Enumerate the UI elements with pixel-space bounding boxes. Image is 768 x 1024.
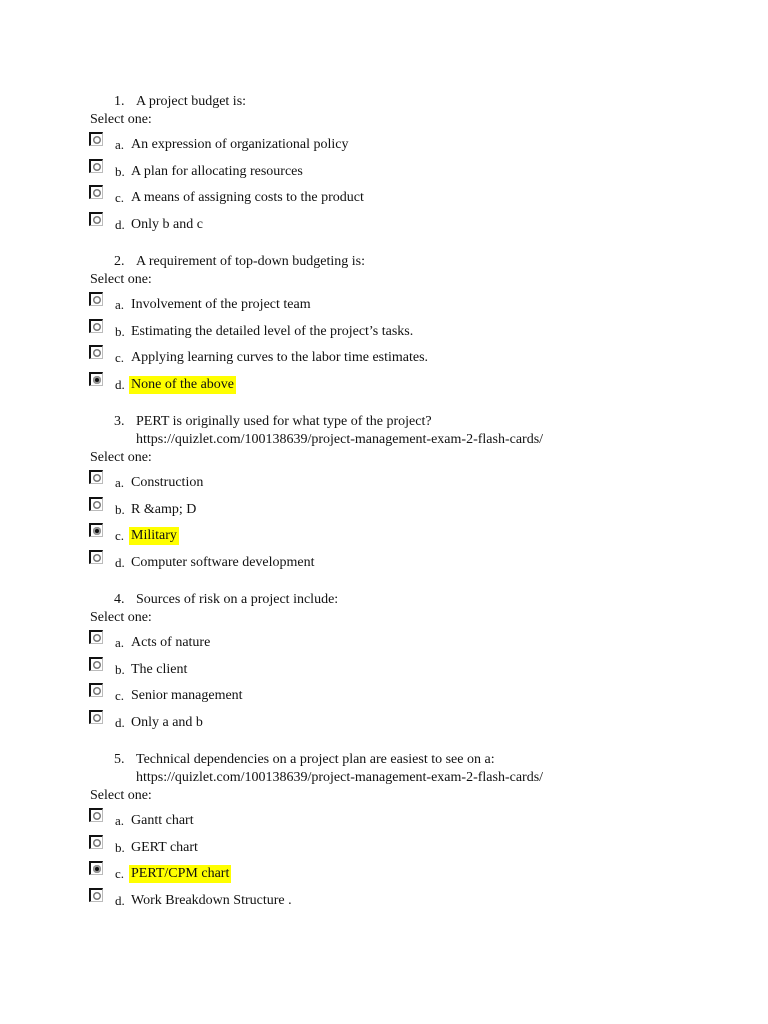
question-1 [0,93,768,236]
option-text: Only a and b [131,715,203,731]
option-letter: a. [115,813,125,828]
option-letter: d. [115,715,125,731]
answer-option[interactable] [0,209,768,236]
answer-option[interactable] [0,342,768,369]
select-one-label-line [0,609,768,627]
option-letter: c. [115,350,125,366]
radio-button[interactable] [89,808,103,822]
option-letter: a. [115,137,125,152]
answer-option[interactable] [0,885,768,912]
answer-option[interactable] [0,547,768,574]
option-letter: b. [115,661,125,677]
option-text: An expression of organizational policy [131,137,349,152]
option-letter: d. [115,893,125,909]
answer-option[interactable] [0,832,768,859]
select-one-label: Select one: [90,112,152,127]
answer-option[interactable] [0,289,768,316]
answer-option[interactable] [0,858,768,885]
question-heading [0,413,768,431]
radio-button[interactable] [89,630,103,644]
answer-option[interactable] [0,654,768,681]
radio-button[interactable] [89,292,103,306]
reference-link[interactable]: https://quizlet.com/100138639/project-management-exam-2-flash-cards/ [136,770,544,785]
option-text: GERT chart [131,839,198,855]
option-letter: b. [115,839,125,855]
select-one-label: Select one: [90,610,152,625]
answer-option[interactable] [0,520,768,547]
option-text: PERT/CPM chart [131,866,230,882]
option-text: The client [131,661,188,677]
answer-option[interactable] [0,467,768,494]
option-letter: a. [115,475,125,490]
option-text: Computer software development [131,555,315,571]
option-letter: d. [115,217,125,233]
option-text: Military [131,528,177,544]
question-2 [0,253,768,396]
option-text: A plan for allocating resources [131,163,303,179]
option-text: A means of assigning costs to the product [131,190,364,206]
option-letter: c. [115,866,125,882]
option-text: Only b and c [131,217,203,233]
radio-button[interactable] [89,159,103,173]
radio-button[interactable] [89,497,103,511]
radio-button[interactable] [89,212,103,226]
answer-option[interactable] [0,680,768,707]
select-one-label-line [0,787,768,805]
answer-option[interactable] [0,707,768,734]
option-text: Involvement of the project team [131,297,311,312]
option-letter: d. [115,377,125,393]
reference-link[interactable]: https://quizlet.com/100138639/project-management-exam-2-flash-cards/ [136,432,544,447]
radio-button[interactable] [89,550,103,564]
select-one-label: Select one: [90,272,152,287]
option-text: Construction [131,475,204,490]
question-heading [0,751,768,769]
radio-button[interactable] [89,319,103,333]
option-letter: c. [115,528,125,544]
question-heading [0,591,768,609]
option-letter: b. [115,323,125,339]
radio-button[interactable] [89,710,103,724]
answer-option[interactable] [0,369,768,396]
option-text: None of the above [131,377,235,393]
reference-link-line [0,431,768,449]
answer-option[interactable] [0,627,768,654]
question-text: PERT is originally used for what type of the project? [136,414,432,429]
question-text: A project budget is: [136,94,247,109]
select-one-label-line [0,271,768,289]
question-number: 2. [114,254,125,269]
option-text: Gantt chart [131,813,194,828]
answer-option[interactable] [0,805,768,832]
radio-button-selected[interactable] [89,523,103,537]
option-text: Estimating the detailed level of the project’s tasks. [131,323,414,339]
question-number: 1. [114,94,125,109]
question-5 [0,751,768,912]
option-letter: d. [115,555,125,571]
question-number: 5. [114,752,125,767]
select-one-label: Select one: [90,450,152,465]
question-heading [0,93,768,111]
radio-button-selected[interactable] [89,372,103,386]
option-letter: b. [115,501,125,517]
answer-option[interactable] [0,156,768,183]
radio-button[interactable] [89,657,103,671]
question-text: Sources of risk on a project include: [136,592,339,607]
radio-button[interactable] [89,345,103,359]
question-3 [0,413,768,574]
radio-button[interactable] [89,470,103,484]
question-4 [0,591,768,734]
radio-button[interactable] [89,888,103,902]
radio-button[interactable] [89,185,103,199]
reference-link-line [0,769,768,787]
option-letter: c. [115,688,125,704]
radio-button-selected[interactable] [89,861,103,875]
radio-button[interactable] [89,835,103,849]
question-number: 3. [114,414,125,429]
option-text: Senior management [131,688,243,704]
option-text: R &amp; D [131,501,197,517]
answer-option[interactable] [0,182,768,209]
option-text: Work Breakdown Structure . [131,893,292,909]
question-text: A requirement of top-down budgeting is: [136,254,366,269]
question-heading [0,253,768,271]
radio-button[interactable] [89,683,103,697]
select-one-label-line [0,111,768,129]
option-text: Acts of nature [131,635,211,650]
select-one-label-line [0,449,768,467]
answer-option[interactable] [0,494,768,521]
option-letter: a. [115,635,125,650]
answer-option[interactable] [0,316,768,343]
option-text: Applying learning curves to the labor time estimates. [131,350,429,366]
answer-option[interactable] [0,129,768,156]
option-letter: c. [115,190,125,206]
select-one-label: Select one: [90,788,152,803]
question-number: 4. [114,592,125,607]
option-letter: a. [115,297,125,312]
radio-button[interactable] [89,132,103,146]
option-letter: b. [115,163,125,179]
question-text: Technical dependencies on a project plan are easiest to see on a: [136,752,495,767]
